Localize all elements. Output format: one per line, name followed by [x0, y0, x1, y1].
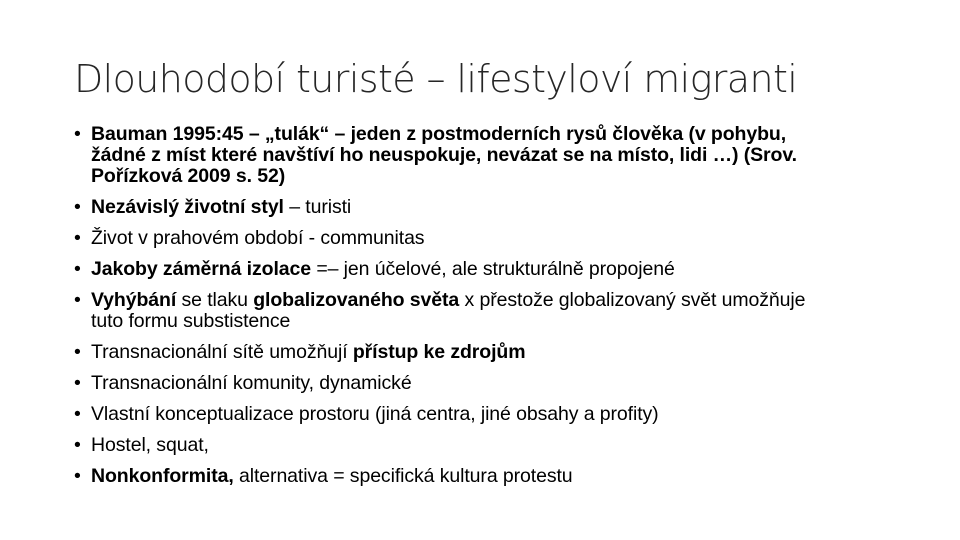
bullet-marker: •: [74, 289, 81, 311]
bullet-text: alternativa = specifická kultura protestu: [233, 465, 573, 487]
bullet-text-bold: Nonkonformita,: [91, 465, 234, 487]
bullet-marker: •: [74, 434, 81, 456]
bullet-item: [74, 228, 834, 249]
bullet-marker: •: [74, 403, 81, 425]
bullet-text-bold: Bauman 1995:45 – „tulák“ – jeden z postmoderních rysů člověka (v pohybu, žádné z míst které navštíví ho neuspokuje, nevázat se na místo, lidi …) (Srov. Pořízková 2009 s. 52): [91, 123, 797, 187]
bullet-list: [74, 124, 834, 497]
bullet-marker: •: [74, 196, 81, 218]
bullet-text: Transnacionální komunity, dynamické: [91, 372, 412, 394]
bullet-marker: •: [74, 123, 81, 145]
bullet-item: [74, 259, 834, 280]
bullet-marker: •: [74, 258, 81, 280]
bullet-text-bold: Vyhýbání: [91, 289, 177, 311]
bullet-text-bold: Nezávislý životní styl: [91, 196, 284, 218]
bullet-item: [74, 435, 834, 456]
bullet-text: x přestože globalizovaný svět umožňuje tuto formu substistence: [91, 289, 806, 332]
bullet-marker: •: [74, 341, 81, 363]
bullet-item: [74, 404, 834, 425]
bullet-text: – turisti: [283, 196, 352, 218]
bullet-item: [74, 342, 834, 363]
bullet-item: [74, 124, 834, 187]
bullet-item: [74, 290, 834, 332]
slide-title: Dlouhodobí turisté – lifestyloví migranti: [74, 57, 798, 101]
bullet-text: se tlaku: [176, 289, 254, 311]
bullet-text-bold: přístup ke zdrojům: [352, 341, 526, 363]
bullet-text-bold: Jakoby záměrná izolace: [91, 258, 311, 280]
bullet-text: =– jen účelové, ale strukturálně propojené: [311, 258, 675, 280]
bullet-item: [74, 466, 834, 487]
bullet-text: Vlastní konceptualizace prostoru (jiná centra, jiné obsahy a profity): [91, 403, 659, 425]
bullet-marker: •: [74, 465, 81, 487]
bullet-marker: •: [74, 372, 81, 394]
bullet-text: Transnacionální sítě umožňují: [91, 341, 353, 363]
bullet-item: [74, 197, 834, 218]
bullet-text-bold: globalizovaného světa: [253, 289, 460, 311]
bullet-marker: •: [74, 227, 81, 249]
bullet-text: Hostel, squat,: [91, 434, 209, 456]
bullet-item: [74, 373, 834, 394]
bullet-text: Život v prahovém období - communitas: [91, 227, 425, 249]
